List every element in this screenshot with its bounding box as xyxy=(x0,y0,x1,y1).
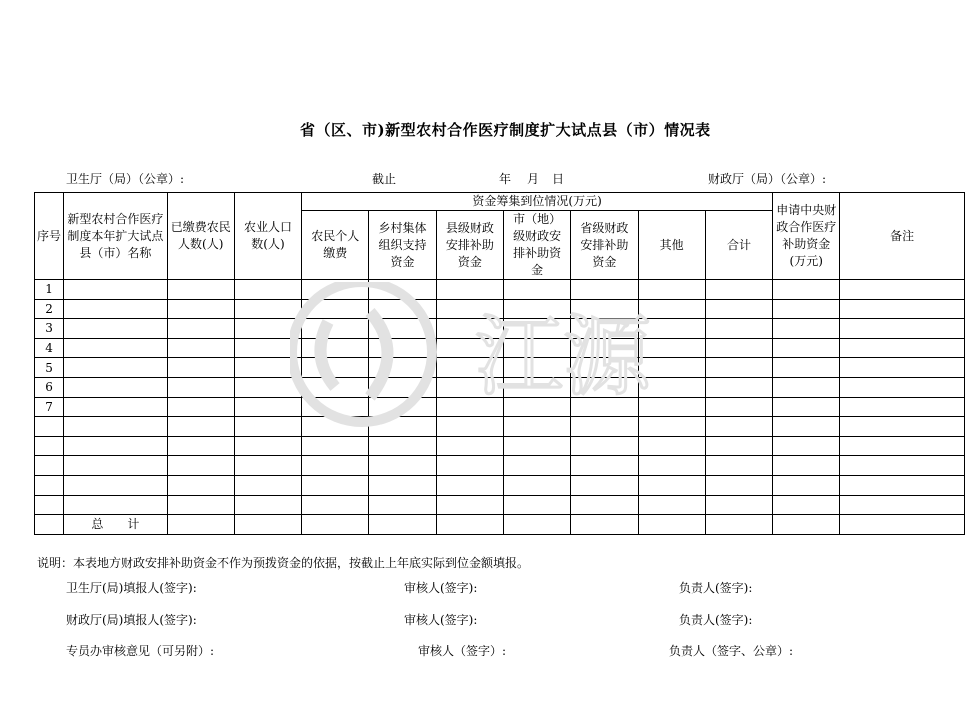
table-cell xyxy=(302,299,369,319)
col-seq-header: 序号 xyxy=(35,193,64,280)
table-cell xyxy=(436,377,503,397)
table-cell xyxy=(773,397,840,417)
col-funds-group-header: 资金筹集到位情况(万元) xyxy=(302,193,773,211)
table-cell xyxy=(840,338,965,358)
table-row xyxy=(35,436,965,456)
table-cell xyxy=(64,397,167,417)
col-county-finance-header: 县级财政安排补助资金 xyxy=(436,211,503,280)
table-cell xyxy=(369,475,436,495)
col-central-subsidy-header: 申请中央财政合作医疗补助资金(万元) xyxy=(773,193,840,280)
table-cell xyxy=(167,475,234,495)
table-cell xyxy=(167,358,234,378)
table-cell xyxy=(571,456,638,476)
table-cell xyxy=(167,456,234,476)
table-row xyxy=(35,377,965,397)
table-row xyxy=(35,319,965,339)
note-text: 说明：本表地方财政安排补助资金不作为预拨资金的依据，按截止上年底实际到位金额填报。 xyxy=(37,556,530,570)
table-cell xyxy=(571,280,638,300)
table-cell xyxy=(64,299,167,319)
table-cell xyxy=(234,280,301,300)
table-cell xyxy=(234,299,301,319)
table-cell xyxy=(234,397,301,417)
table-cell xyxy=(436,319,503,339)
table-row xyxy=(35,495,965,515)
table-cell xyxy=(234,475,301,495)
table-cell xyxy=(64,495,167,515)
table-row xyxy=(35,358,965,378)
office-opinion-label: 专员办审核意见（可另附）: xyxy=(66,644,215,658)
table-cell xyxy=(167,338,234,358)
table-cell xyxy=(369,397,436,417)
table-cell xyxy=(369,280,436,300)
total-label: 总 计 xyxy=(64,515,167,535)
table-cell xyxy=(302,319,369,339)
table-cell xyxy=(571,338,638,358)
table-cell xyxy=(234,495,301,515)
table-cell xyxy=(840,475,965,495)
table-cell xyxy=(773,319,840,339)
table-row xyxy=(35,417,965,437)
table-cell xyxy=(705,377,772,397)
row-number-cell xyxy=(35,417,64,437)
table-cell xyxy=(840,456,965,476)
table-row xyxy=(35,280,965,300)
health-dept-seal-label: 卫生厅（局）（公章）: xyxy=(66,172,185,186)
table-row xyxy=(35,338,965,358)
table-cell xyxy=(840,397,965,417)
table-cell xyxy=(369,436,436,456)
table-cell xyxy=(369,358,436,378)
table-cell xyxy=(773,495,840,515)
row-number-cell: 5 xyxy=(35,358,64,378)
table-cell xyxy=(234,319,301,339)
table-cell xyxy=(840,495,965,515)
table-cell xyxy=(638,299,705,319)
table-cell xyxy=(436,475,503,495)
table-cell xyxy=(503,417,570,437)
table-cell xyxy=(503,436,570,456)
table-cell xyxy=(705,515,772,535)
table-cell xyxy=(840,299,965,319)
table-cell xyxy=(705,299,772,319)
table-cell xyxy=(638,475,705,495)
table-cell xyxy=(503,495,570,515)
table-cell xyxy=(302,338,369,358)
table-cell xyxy=(773,299,840,319)
table-cell xyxy=(167,495,234,515)
table-cell xyxy=(773,456,840,476)
table-cell xyxy=(234,456,301,476)
row-number-cell xyxy=(35,436,64,456)
table-cell xyxy=(302,358,369,378)
table-cell xyxy=(234,338,301,358)
table-cell xyxy=(571,495,638,515)
table-cell xyxy=(705,495,772,515)
table-cell xyxy=(64,456,167,476)
table-cell xyxy=(64,338,167,358)
county-status-table xyxy=(34,192,965,535)
table-cell xyxy=(840,377,965,397)
as-of-label: 截止 xyxy=(372,172,397,186)
table-cell xyxy=(234,377,301,397)
table-cell xyxy=(234,417,301,437)
col-province-finance-header: 省级财政安排补助资金 xyxy=(571,211,638,280)
col-village-collective-header: 乡村集体组织支持资金 xyxy=(369,211,436,280)
responsible-signature-label-1: 负责人(签字): xyxy=(679,581,753,595)
table-cell xyxy=(302,515,369,535)
col-other-header: 其他 xyxy=(638,211,705,280)
table-cell xyxy=(840,319,965,339)
table-cell xyxy=(638,397,705,417)
row-number-cell: 7 xyxy=(35,397,64,417)
table-row xyxy=(35,299,965,319)
table-cell xyxy=(503,319,570,339)
month-label: 月 xyxy=(527,172,540,186)
col-subtotal-header: 合计 xyxy=(705,211,772,280)
table-cell xyxy=(773,515,840,535)
table-cell xyxy=(302,377,369,397)
table-cell xyxy=(302,436,369,456)
table-cell xyxy=(571,377,638,397)
responsible-signature-label-2: 负责人(签字): xyxy=(679,613,753,627)
col-farmer-personal-header: 农民个人缴费 xyxy=(302,211,369,280)
table-cell xyxy=(503,397,570,417)
table-cell xyxy=(369,377,436,397)
table-row xyxy=(35,397,965,417)
table-cell xyxy=(705,338,772,358)
table-cell xyxy=(503,377,570,397)
table-cell xyxy=(302,456,369,476)
table-cell xyxy=(705,475,772,495)
health-filler-signature-label: 卫生厅(局)填报人(签字): xyxy=(66,581,197,595)
table-cell xyxy=(571,358,638,378)
table-cell xyxy=(436,436,503,456)
table-cell xyxy=(638,456,705,476)
table-cell xyxy=(436,456,503,476)
table-cell xyxy=(64,280,167,300)
table-cell xyxy=(571,319,638,339)
table-cell xyxy=(705,280,772,300)
table-cell xyxy=(503,456,570,476)
table-cell xyxy=(369,319,436,339)
row-number-cell: 3 xyxy=(35,319,64,339)
responsible-signature-label-3: 负责人（签字、公章）: xyxy=(669,644,794,658)
col-remarks-header: 备注 xyxy=(840,193,965,280)
table-cell xyxy=(167,515,234,535)
reviewer-signature-label-3: 审核人（签字）: xyxy=(418,644,507,658)
table-cell xyxy=(773,377,840,397)
table-cell xyxy=(638,280,705,300)
table-cell xyxy=(167,397,234,417)
table-cell xyxy=(302,417,369,437)
table-cell xyxy=(302,495,369,515)
table-cell xyxy=(840,436,965,456)
table-cell xyxy=(302,397,369,417)
table-cell xyxy=(705,319,772,339)
day-label: 日 xyxy=(552,172,565,186)
table-row xyxy=(35,456,965,476)
table-cell xyxy=(638,319,705,339)
table-cell xyxy=(503,299,570,319)
table-cell xyxy=(302,475,369,495)
year-label: 年 xyxy=(499,172,512,186)
watermark-text: 江源 xyxy=(475,305,652,408)
page-title: 省（区、市)新型农村合作医疗制度扩大试点县（市）情况表 xyxy=(300,121,711,139)
table-cell xyxy=(705,436,772,456)
table-cell xyxy=(503,475,570,495)
row-number-cell: 4 xyxy=(35,338,64,358)
row-number-cell: 1 xyxy=(35,280,64,300)
table-cell xyxy=(840,280,965,300)
table-cell xyxy=(167,417,234,437)
row-number-cell xyxy=(35,456,64,476)
table-cell xyxy=(638,495,705,515)
total-row xyxy=(35,515,965,535)
table-cell xyxy=(705,417,772,437)
table-cell xyxy=(167,319,234,339)
table-cell xyxy=(773,338,840,358)
table-cell xyxy=(369,495,436,515)
table-cell xyxy=(571,397,638,417)
table-cell xyxy=(773,417,840,437)
table-cell xyxy=(167,377,234,397)
table-row xyxy=(35,475,965,495)
table-cell xyxy=(503,515,570,535)
table-cell xyxy=(234,436,301,456)
table-cell xyxy=(369,299,436,319)
table-cell xyxy=(773,475,840,495)
row-number-cell: 6 xyxy=(35,377,64,397)
table-cell xyxy=(234,358,301,378)
table-cell xyxy=(436,280,503,300)
table-cell xyxy=(167,299,234,319)
finance-filler-signature-label: 财政厅(局)填报人(签字): xyxy=(66,613,197,627)
table-cell xyxy=(64,319,167,339)
col-agri-population-header: 农业人口数(人) xyxy=(234,193,301,280)
table-cell xyxy=(773,358,840,378)
table-cell xyxy=(503,338,570,358)
table-cell xyxy=(503,358,570,378)
table-cell xyxy=(705,358,772,378)
table-cell xyxy=(64,436,167,456)
table-cell xyxy=(638,417,705,437)
table-cell xyxy=(64,377,167,397)
table-cell xyxy=(436,299,503,319)
table-cell xyxy=(167,436,234,456)
table-cell xyxy=(436,358,503,378)
table-cell xyxy=(638,515,705,535)
finance-dept-seal-label: 财政厅（局）（公章）: xyxy=(708,172,827,186)
table-cell xyxy=(571,515,638,535)
table-cell xyxy=(773,280,840,300)
table-cell xyxy=(840,358,965,378)
table-cell xyxy=(234,515,301,535)
table-cell xyxy=(436,515,503,535)
table-cell xyxy=(302,280,369,300)
table-cell xyxy=(436,338,503,358)
table-cell xyxy=(369,338,436,358)
table-cell xyxy=(503,280,570,300)
col-county-name-header: 新型农村合作医疗制度本年扩大试点县（市）名称 xyxy=(64,193,167,280)
row-number-cell: 2 xyxy=(35,299,64,319)
table-cell xyxy=(638,338,705,358)
table-cell xyxy=(638,358,705,378)
row-number-cell xyxy=(35,495,64,515)
table-cell xyxy=(64,475,167,495)
table-cell xyxy=(705,456,772,476)
col-city-finance-header: 市（地）级财政安排补助资金 xyxy=(503,211,570,280)
table-cell xyxy=(369,417,436,437)
table-cell xyxy=(840,417,965,437)
table-cell xyxy=(436,397,503,417)
table-cell xyxy=(705,397,772,417)
table-cell xyxy=(638,377,705,397)
table-cell xyxy=(167,280,234,300)
total-row-seq-cell xyxy=(35,515,64,535)
table-cell xyxy=(571,475,638,495)
table-cell xyxy=(64,358,167,378)
col-paid-farmers-header: 已缴费农民人数(人) xyxy=(167,193,234,280)
reviewer-signature-label-2: 审核人(签字): xyxy=(404,613,478,627)
reviewer-signature-label-1: 审核人(签字): xyxy=(404,581,478,595)
table-cell xyxy=(64,417,167,437)
table-cell xyxy=(436,417,503,437)
row-number-cell xyxy=(35,475,64,495)
table-cell xyxy=(571,436,638,456)
table-cell xyxy=(773,436,840,456)
table-cell xyxy=(638,436,705,456)
table-cell xyxy=(369,515,436,535)
table-body xyxy=(35,280,965,515)
table-cell xyxy=(840,515,965,535)
table-cell xyxy=(369,456,436,476)
table-cell xyxy=(571,417,638,437)
table-cell xyxy=(436,495,503,515)
table-cell xyxy=(571,299,638,319)
